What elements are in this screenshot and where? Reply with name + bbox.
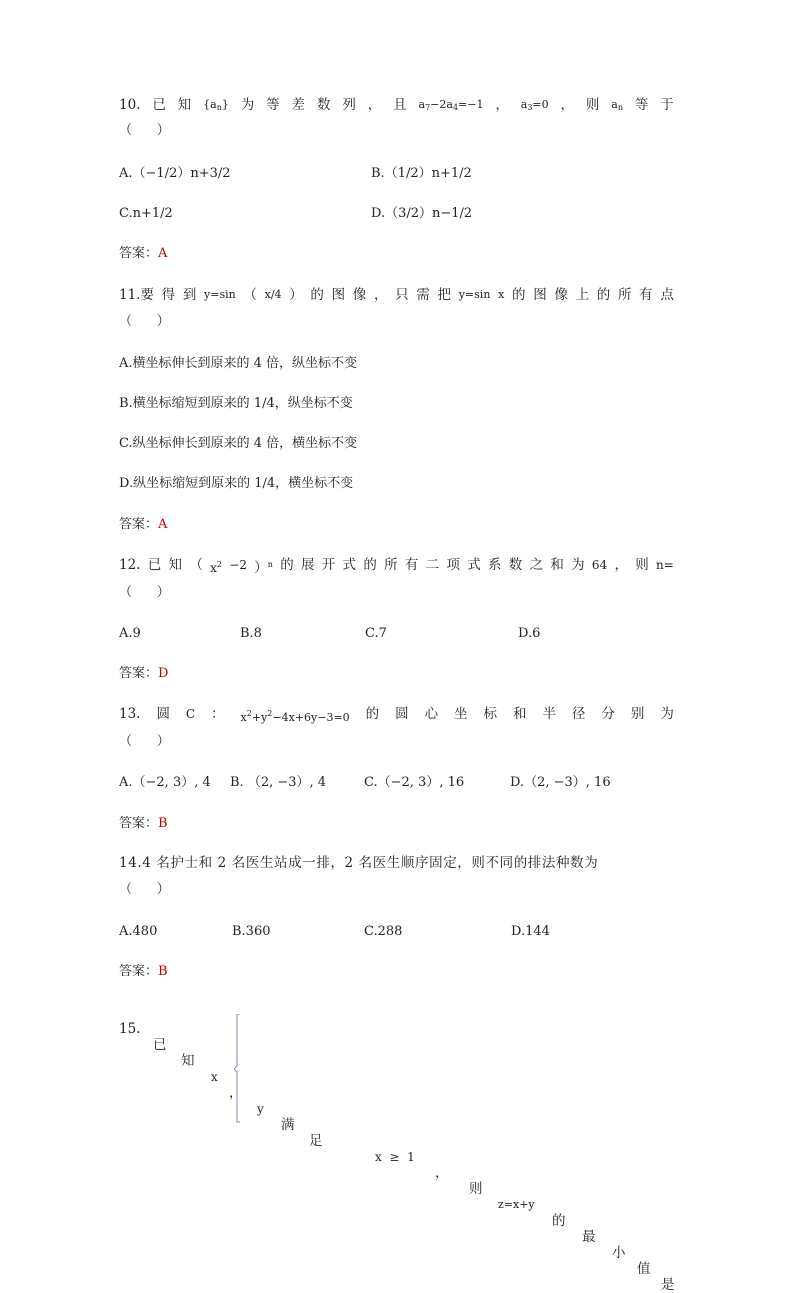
q10-word: 数 (316, 97, 331, 113)
q13-word: 13. (119, 706, 141, 722)
q11-option-a: A.横坐标伸长到原来的 4 倍，纵坐标不变 (119, 356, 358, 371)
q11-word: x/4 (264, 288, 282, 301)
q10-stem (119, 97, 674, 116)
q11-word: 到 (182, 287, 197, 303)
q13-answer (119, 816, 168, 832)
q15-word: 足 (309, 1133, 323, 1149)
q12-word: （ (189, 557, 203, 573)
q12-word: 和 (550, 557, 564, 573)
q10-cond1: $a_7-2a_4=-1$ (418, 98, 484, 112)
answer-value: A (158, 517, 168, 532)
q10-word: 知 (177, 97, 192, 113)
q11-word: （ (243, 287, 257, 303)
q10-option-c: C.n+1/2 (119, 206, 173, 221)
q15-word: 的 (552, 1213, 566, 1229)
q12-paren: （ ） (119, 585, 170, 600)
q15-word: 满 (281, 1117, 295, 1133)
q13-word: 的 (365, 706, 380, 722)
q13-word: 心 (424, 706, 439, 722)
q11-paren: （ ） (119, 314, 170, 329)
q10-word: ， (367, 97, 382, 113)
q13-word: 圆 (156, 706, 170, 722)
q15-condition: x ≥ 1 (375, 1150, 415, 1164)
q12-word: 数 (508, 557, 523, 573)
q11-word: y=sin (204, 288, 236, 301)
q12-word: 则 (635, 557, 649, 573)
q12-power-n: ）$^n$ (254, 560, 273, 576)
q13-word: ： (211, 706, 225, 722)
q10-word: 差 (291, 97, 306, 113)
q13-stem (119, 706, 674, 726)
q10-option-a: A.（−1/2）n+3/2 (119, 166, 231, 181)
q11-word: 点 (660, 287, 674, 303)
answer-value: B (158, 816, 168, 831)
q10-comma: ， (495, 97, 509, 113)
q10-answer (119, 246, 167, 262)
q11-word: 的 (596, 287, 611, 303)
q13-option-d: D.（2, −3）, 16 (510, 775, 611, 790)
answer-label: 答案： (119, 964, 159, 979)
q13-word: 别 (630, 706, 645, 722)
answer-label: 答案： (119, 517, 159, 532)
q12-word: n= (656, 558, 674, 572)
q15-word: 小 (612, 1245, 626, 1261)
q10-paren: （ ） (119, 123, 170, 138)
q12-word: 项 (446, 557, 460, 573)
q13-option-b: B. （2, −3）, 4 (230, 775, 327, 790)
q15-word: x (211, 1070, 218, 1084)
answer-value: A (158, 246, 168, 261)
q10-comma: ， (560, 97, 575, 113)
q11-word: 图 (533, 287, 547, 303)
q15-word: 是 (661, 1277, 675, 1293)
q11-word: ， (373, 287, 388, 303)
q12-word: −2 (229, 558, 247, 572)
q11-word: 像 (554, 287, 568, 303)
q14-stem: 14.4 名护士和 2 名医生站成一排，2 名医生顺序固定，则不同的排法种数为 (119, 855, 599, 871)
q11-word: 上 (575, 287, 590, 303)
q12-word: 已 (147, 557, 162, 573)
q10-num: 10. (119, 97, 141, 113)
q10-an: $a_n$ (611, 98, 624, 112)
q14-paren: （ ） (119, 882, 170, 897)
q12-word: 64 (591, 558, 608, 572)
q10-word: 已 (152, 97, 166, 113)
q12-x-squared: $x^2$ (210, 560, 222, 575)
q11-word: y=sin (458, 288, 491, 301)
q11-word: x (498, 288, 505, 301)
q15-word: 最 (582, 1229, 596, 1245)
q10-option-d: D.（3/2）n−1/2 (371, 206, 473, 221)
q15-word: 知 (181, 1053, 195, 1069)
q11-word: 的 (310, 287, 324, 303)
q12-word: 的 (280, 557, 294, 573)
q13-word: 径 (571, 706, 586, 722)
brace-icon (234, 1014, 242, 1124)
q14-option-d: D.144 (511, 924, 550, 939)
q11-option-c: C.纵坐标伸长到原来的 4 倍，横坐标不变 (119, 436, 358, 451)
q10-word: 于 (660, 97, 674, 113)
q14-option-a: A.480 (119, 924, 158, 939)
q10-word: 且 (393, 97, 407, 113)
q11-stem (119, 287, 674, 303)
q13-word: 分 (601, 706, 615, 722)
q13-option-c: C.（−2, 3）, 16 (364, 775, 465, 790)
q13-word: 半 (542, 706, 556, 722)
q13-option-a: A.（−2, 3）, 4 (119, 775, 211, 790)
q10-word: 列 (342, 97, 356, 113)
answer-label: 答案： (119, 666, 159, 681)
q12-word: ， (614, 557, 628, 573)
q13-word: 坐 (454, 706, 468, 722)
q15-word: 值 (637, 1261, 651, 1277)
q12-option-d: D.6 (518, 626, 541, 641)
q11-word: 像 (352, 287, 367, 303)
q11-word: 把 (437, 287, 452, 303)
q12-word: 系 (488, 557, 502, 573)
q15-word: 已 (153, 1037, 167, 1053)
q10-seq: $\{a_n\}$ (203, 98, 229, 112)
q10-word: 等 (634, 97, 649, 113)
q12-option-b: B.8 (240, 626, 262, 641)
answer-value: D (158, 666, 169, 681)
q11-option-d: D.纵坐标缩短到原来的 1/4，横坐标不变 (119, 476, 354, 491)
q11-word: 图 (331, 287, 346, 303)
q13-word: 为 (660, 706, 674, 722)
q11-word: 只 (395, 287, 409, 303)
q12-word: 开 (321, 557, 336, 573)
q13-equation: $x^2+y^2-4x+6y-3=0$ (240, 709, 350, 724)
q12-word: 式 (467, 557, 481, 573)
q10-word: 为 (240, 97, 255, 113)
q15-word: z=x+y (498, 1198, 535, 1211)
q12-word: 的 (363, 557, 377, 573)
q12-word: 展 (300, 557, 315, 573)
q15-word: ， (229, 1085, 243, 1101)
q12-word: 之 (529, 557, 544, 573)
q12-word: 式 (342, 557, 357, 573)
q13-word: 圆 (395, 706, 409, 722)
q13-paren: （ ） (119, 734, 170, 749)
q12-answer (119, 666, 168, 682)
q11-word: ） (289, 287, 303, 303)
q11-word: 需 (416, 287, 430, 303)
q13-word: 和 (512, 706, 527, 722)
q10-option-b: B.（1/2）n+1/2 (371, 166, 472, 181)
q14-answer (119, 964, 168, 980)
q12-stem (119, 557, 674, 576)
q14-option-b: B.360 (232, 924, 271, 939)
q13-word: 标 (483, 706, 498, 722)
q12-word: 有 (404, 557, 419, 573)
q15-word: 15. (119, 1021, 141, 1037)
q11-word: 11.要 (119, 287, 154, 303)
q10-word: 等 (266, 97, 280, 113)
q12-word: 所 (384, 557, 398, 573)
q10-cond2: $a_3=0$ (520, 98, 549, 112)
q11-option-b: B.横坐标缩短到原来的 1/4，纵坐标不变 (119, 396, 353, 411)
answer-label: 答案： (119, 246, 159, 261)
q12-option-c: C.7 (365, 626, 387, 641)
q10-word: 则 (585, 97, 600, 113)
q15-word: ， (435, 1165, 449, 1181)
q14-option-c: C.288 (364, 924, 403, 939)
q12-word: 12. (119, 557, 141, 573)
q15-word: 则 (469, 1181, 483, 1197)
q15-word: y (257, 1102, 264, 1116)
q12-word: 为 (571, 557, 585, 573)
q12-word: 二 (425, 557, 440, 573)
q12-option-a: A.9 (119, 626, 141, 641)
q11-word: 有 (639, 287, 653, 303)
q11-word: 的 (512, 287, 526, 303)
answer-value: B (158, 964, 168, 979)
q15-stem (119, 1005, 674, 1293)
q11-word: 所 (617, 287, 632, 303)
q11-answer (119, 517, 167, 533)
answer-label: 答案： (119, 816, 159, 831)
q11-word: 得 (161, 287, 176, 303)
q12-word: 知 (168, 557, 183, 573)
q13-word: C (185, 707, 196, 721)
